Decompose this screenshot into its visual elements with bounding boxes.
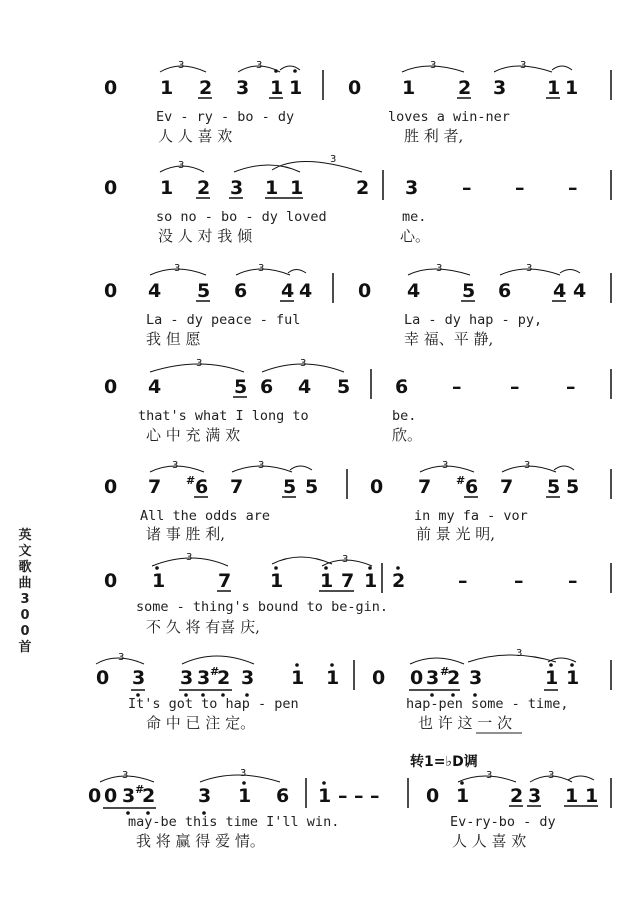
- triplet-mark: 3: [330, 154, 337, 165]
- note: 3: [469, 667, 483, 689]
- rest-zero: 0: [104, 570, 118, 592]
- dash: –: [568, 177, 578, 199]
- note: 1: [291, 667, 305, 689]
- note: 1: [326, 667, 340, 689]
- triplet-mark: 3: [258, 460, 265, 471]
- sharp-sign: #: [440, 665, 450, 678]
- side-char: 0: [20, 624, 30, 639]
- note: 6: [498, 280, 512, 302]
- triplet-mark: 3: [186, 552, 193, 563]
- note: 2: [217, 667, 231, 689]
- note: 1: [320, 570, 334, 592]
- triplet-mark: 3: [122, 770, 129, 781]
- rest-zero: 0: [104, 177, 118, 199]
- note: 3: [241, 667, 255, 689]
- side-char: 0: [20, 608, 30, 623]
- triplet-mark: 3: [516, 648, 523, 659]
- triplet-mark: 3: [178, 60, 185, 71]
- rest-zero: 0: [372, 667, 386, 689]
- triplet-mark: 3: [526, 263, 533, 274]
- note: 1: [565, 785, 579, 807]
- note: 5: [462, 280, 476, 302]
- note: 6: [395, 376, 409, 398]
- lyric-zh: 命 中 已 注 定。: [146, 714, 256, 732]
- note: 4: [281, 280, 295, 302]
- dash: –: [462, 177, 472, 199]
- lyric-zh: 人 人 喜 欢: [452, 832, 527, 850]
- lyric-zh: 诸 事 胜 利,: [146, 525, 226, 543]
- note: 4: [299, 280, 313, 302]
- note: 3: [122, 785, 136, 807]
- note: 1: [160, 177, 174, 199]
- rest-zero: 0: [104, 280, 118, 302]
- note: 6: [260, 376, 274, 398]
- lyric-en: hap-pen some - time,: [406, 696, 569, 712]
- sharp-sign: #: [210, 665, 220, 678]
- lyric-zh: 人 人 喜 欢: [158, 127, 233, 145]
- score-row-2: [104, 154, 611, 245]
- sharp-sign: #: [135, 783, 145, 796]
- note: 1: [402, 77, 416, 99]
- lyric-en: some - thing's bound to be-gin.: [136, 599, 388, 615]
- rest-zero: 0: [370, 476, 384, 498]
- side-char: 歌: [18, 560, 32, 575]
- note: 3: [528, 785, 542, 807]
- note: 6: [195, 476, 209, 498]
- dash: –: [510, 376, 520, 398]
- note: 4: [553, 280, 567, 302]
- note: 2: [356, 177, 370, 199]
- score-row-3: [104, 263, 611, 348]
- note: 5: [197, 280, 211, 302]
- note: 4: [573, 280, 587, 302]
- score-row-6: [104, 552, 611, 636]
- note: 6: [276, 785, 290, 807]
- note: 7: [341, 570, 355, 592]
- dash: –: [568, 570, 578, 592]
- note: 3: [197, 667, 211, 689]
- rest-zero: 0: [426, 785, 440, 807]
- triplet-mark: 3: [486, 770, 493, 781]
- triplet-mark: 3: [524, 460, 531, 471]
- triplet-mark: 3: [442, 460, 449, 471]
- lyric-zh: 我 但 愿: [146, 330, 201, 348]
- triplet-mark: 3: [178, 160, 185, 171]
- triplet-mark: 3: [258, 263, 265, 274]
- note: 1: [238, 785, 252, 807]
- note: 4: [148, 376, 162, 398]
- note: 3: [236, 77, 250, 99]
- note: 4: [407, 280, 421, 302]
- lyric-en: Ev-ry-bo - dy: [450, 814, 556, 830]
- note: 1: [289, 77, 303, 99]
- note: 3: [493, 77, 507, 99]
- lyric-en: me.: [402, 209, 427, 225]
- sharp-sign: #: [186, 474, 196, 487]
- note: 5: [547, 476, 561, 498]
- triplet-mark: 3: [520, 60, 527, 71]
- note: 7: [230, 476, 244, 498]
- note: 3: [180, 667, 194, 689]
- note: 2: [510, 785, 524, 807]
- lyric-zh: 不 久 将 有喜 庆,: [146, 618, 260, 636]
- note: 1: [565, 77, 579, 99]
- dash: –: [452, 376, 462, 398]
- note: 1: [456, 785, 470, 807]
- triplet-mark: 3: [196, 358, 203, 369]
- lyric-en: so no - bo - dy loved: [156, 209, 327, 225]
- lyric-zh: 没 人 对 我 倾: [158, 227, 253, 245]
- lyric-en: be.: [392, 408, 417, 424]
- note: 5: [305, 476, 319, 498]
- lyric-zh: 也 许 这 一 次: [418, 714, 513, 732]
- note: 4: [148, 280, 162, 302]
- lyric-zh: 心 中 充 满 欢: [146, 426, 241, 444]
- rest-zero: 0: [104, 77, 118, 99]
- side-char: 首: [18, 640, 32, 655]
- side-char: 英: [18, 528, 32, 543]
- note: 2: [142, 785, 156, 807]
- rest-zero: 0: [104, 376, 118, 398]
- triplet-mark: 3: [436, 263, 443, 274]
- lyric-zh: 我 将 赢 得 爱 情。: [136, 832, 265, 850]
- note: 6: [465, 476, 479, 498]
- rest-zero: 0: [88, 785, 102, 807]
- note: 1: [318, 785, 332, 807]
- side-char: 3: [20, 592, 30, 607]
- score-row-1: [104, 60, 611, 145]
- score-row-5: [104, 460, 611, 543]
- note: 1: [152, 570, 166, 592]
- dash: –: [514, 570, 524, 592]
- note: 0: [410, 667, 424, 689]
- note: 5: [283, 476, 297, 498]
- dash: –: [458, 570, 468, 592]
- triplet-mark: 3: [300, 358, 307, 369]
- note: 1: [547, 77, 561, 99]
- triplet-mark: 3: [342, 554, 349, 565]
- note: 1: [290, 177, 304, 199]
- lyric-en: All the odds are: [140, 508, 271, 524]
- score-row-4: [104, 358, 611, 444]
- note: 1: [270, 77, 284, 99]
- lyric-zh: 欣。: [392, 426, 423, 444]
- note: 2: [392, 570, 406, 592]
- triplet-mark: 3: [172, 460, 179, 471]
- lyric-en: may-be this time I'll win.: [128, 814, 340, 830]
- dash: –: [566, 376, 576, 398]
- note: 5: [337, 376, 351, 398]
- note: 1: [585, 785, 599, 807]
- lyric-zh: 心。: [400, 227, 431, 245]
- lyric-en: La - dy peace - ful: [146, 312, 301, 328]
- note: 3: [405, 177, 419, 199]
- note: 7: [418, 476, 432, 498]
- lyric-zh: 幸 福、平 静,: [404, 330, 494, 348]
- lyric-en: It's got to hap - pen: [128, 696, 299, 712]
- triplet-mark: 3: [240, 768, 247, 779]
- note: 2: [197, 177, 211, 199]
- dash: –: [338, 785, 348, 807]
- note: 2: [199, 77, 213, 99]
- note: 2: [458, 77, 472, 99]
- score-row-8: [88, 768, 611, 850]
- lyric-zh: 前 景 光 明,: [416, 525, 496, 543]
- note: 1: [270, 570, 284, 592]
- note: 1: [265, 177, 279, 199]
- rest-zero: 0: [104, 785, 118, 807]
- note: 5: [566, 476, 580, 498]
- lyric-en: loves a win-ner: [388, 109, 510, 125]
- key-change-label: 转1=♭D调: [410, 754, 478, 770]
- note: 1: [160, 77, 174, 99]
- note: 5: [234, 376, 248, 398]
- triplet-mark: 3: [174, 263, 181, 274]
- note: 4: [298, 376, 312, 398]
- dash: –: [515, 177, 525, 199]
- note: 1: [364, 570, 378, 592]
- lyric-en: La - dy hap - py,: [404, 312, 543, 328]
- side-char: 曲: [18, 576, 32, 591]
- lyric-zh: 胜 利 者,: [404, 127, 464, 145]
- note: 7: [218, 570, 232, 592]
- lyric-en: that's what I long to: [138, 408, 309, 424]
- note: 3: [132, 667, 146, 689]
- rest-zero: 0: [358, 280, 372, 302]
- triplet-mark: 3: [548, 770, 555, 781]
- triplet-mark: 3: [256, 60, 263, 71]
- side-char: 文: [18, 544, 32, 559]
- rest-zero: 0: [96, 667, 110, 689]
- triplet-mark: 3: [430, 60, 437, 71]
- dash: –: [370, 785, 380, 807]
- note: 1: [566, 667, 580, 689]
- note: 3: [198, 785, 212, 807]
- note: 3: [230, 177, 244, 199]
- lyric-en: in my fa - vor: [414, 508, 528, 524]
- rest-zero: 0: [104, 476, 118, 498]
- lyric-en: Ev - ry - bo - dy: [156, 109, 295, 125]
- note: 7: [500, 476, 514, 498]
- note: 2: [447, 667, 461, 689]
- triplet-mark: 3: [118, 652, 125, 663]
- dash: –: [354, 785, 364, 807]
- note: 6: [234, 280, 248, 302]
- score-row-7: [96, 648, 611, 733]
- note: 1: [545, 667, 559, 689]
- sharp-sign: #: [456, 474, 466, 487]
- note: 7: [148, 476, 162, 498]
- note: 3: [426, 667, 440, 689]
- rest-zero: 0: [348, 77, 362, 99]
